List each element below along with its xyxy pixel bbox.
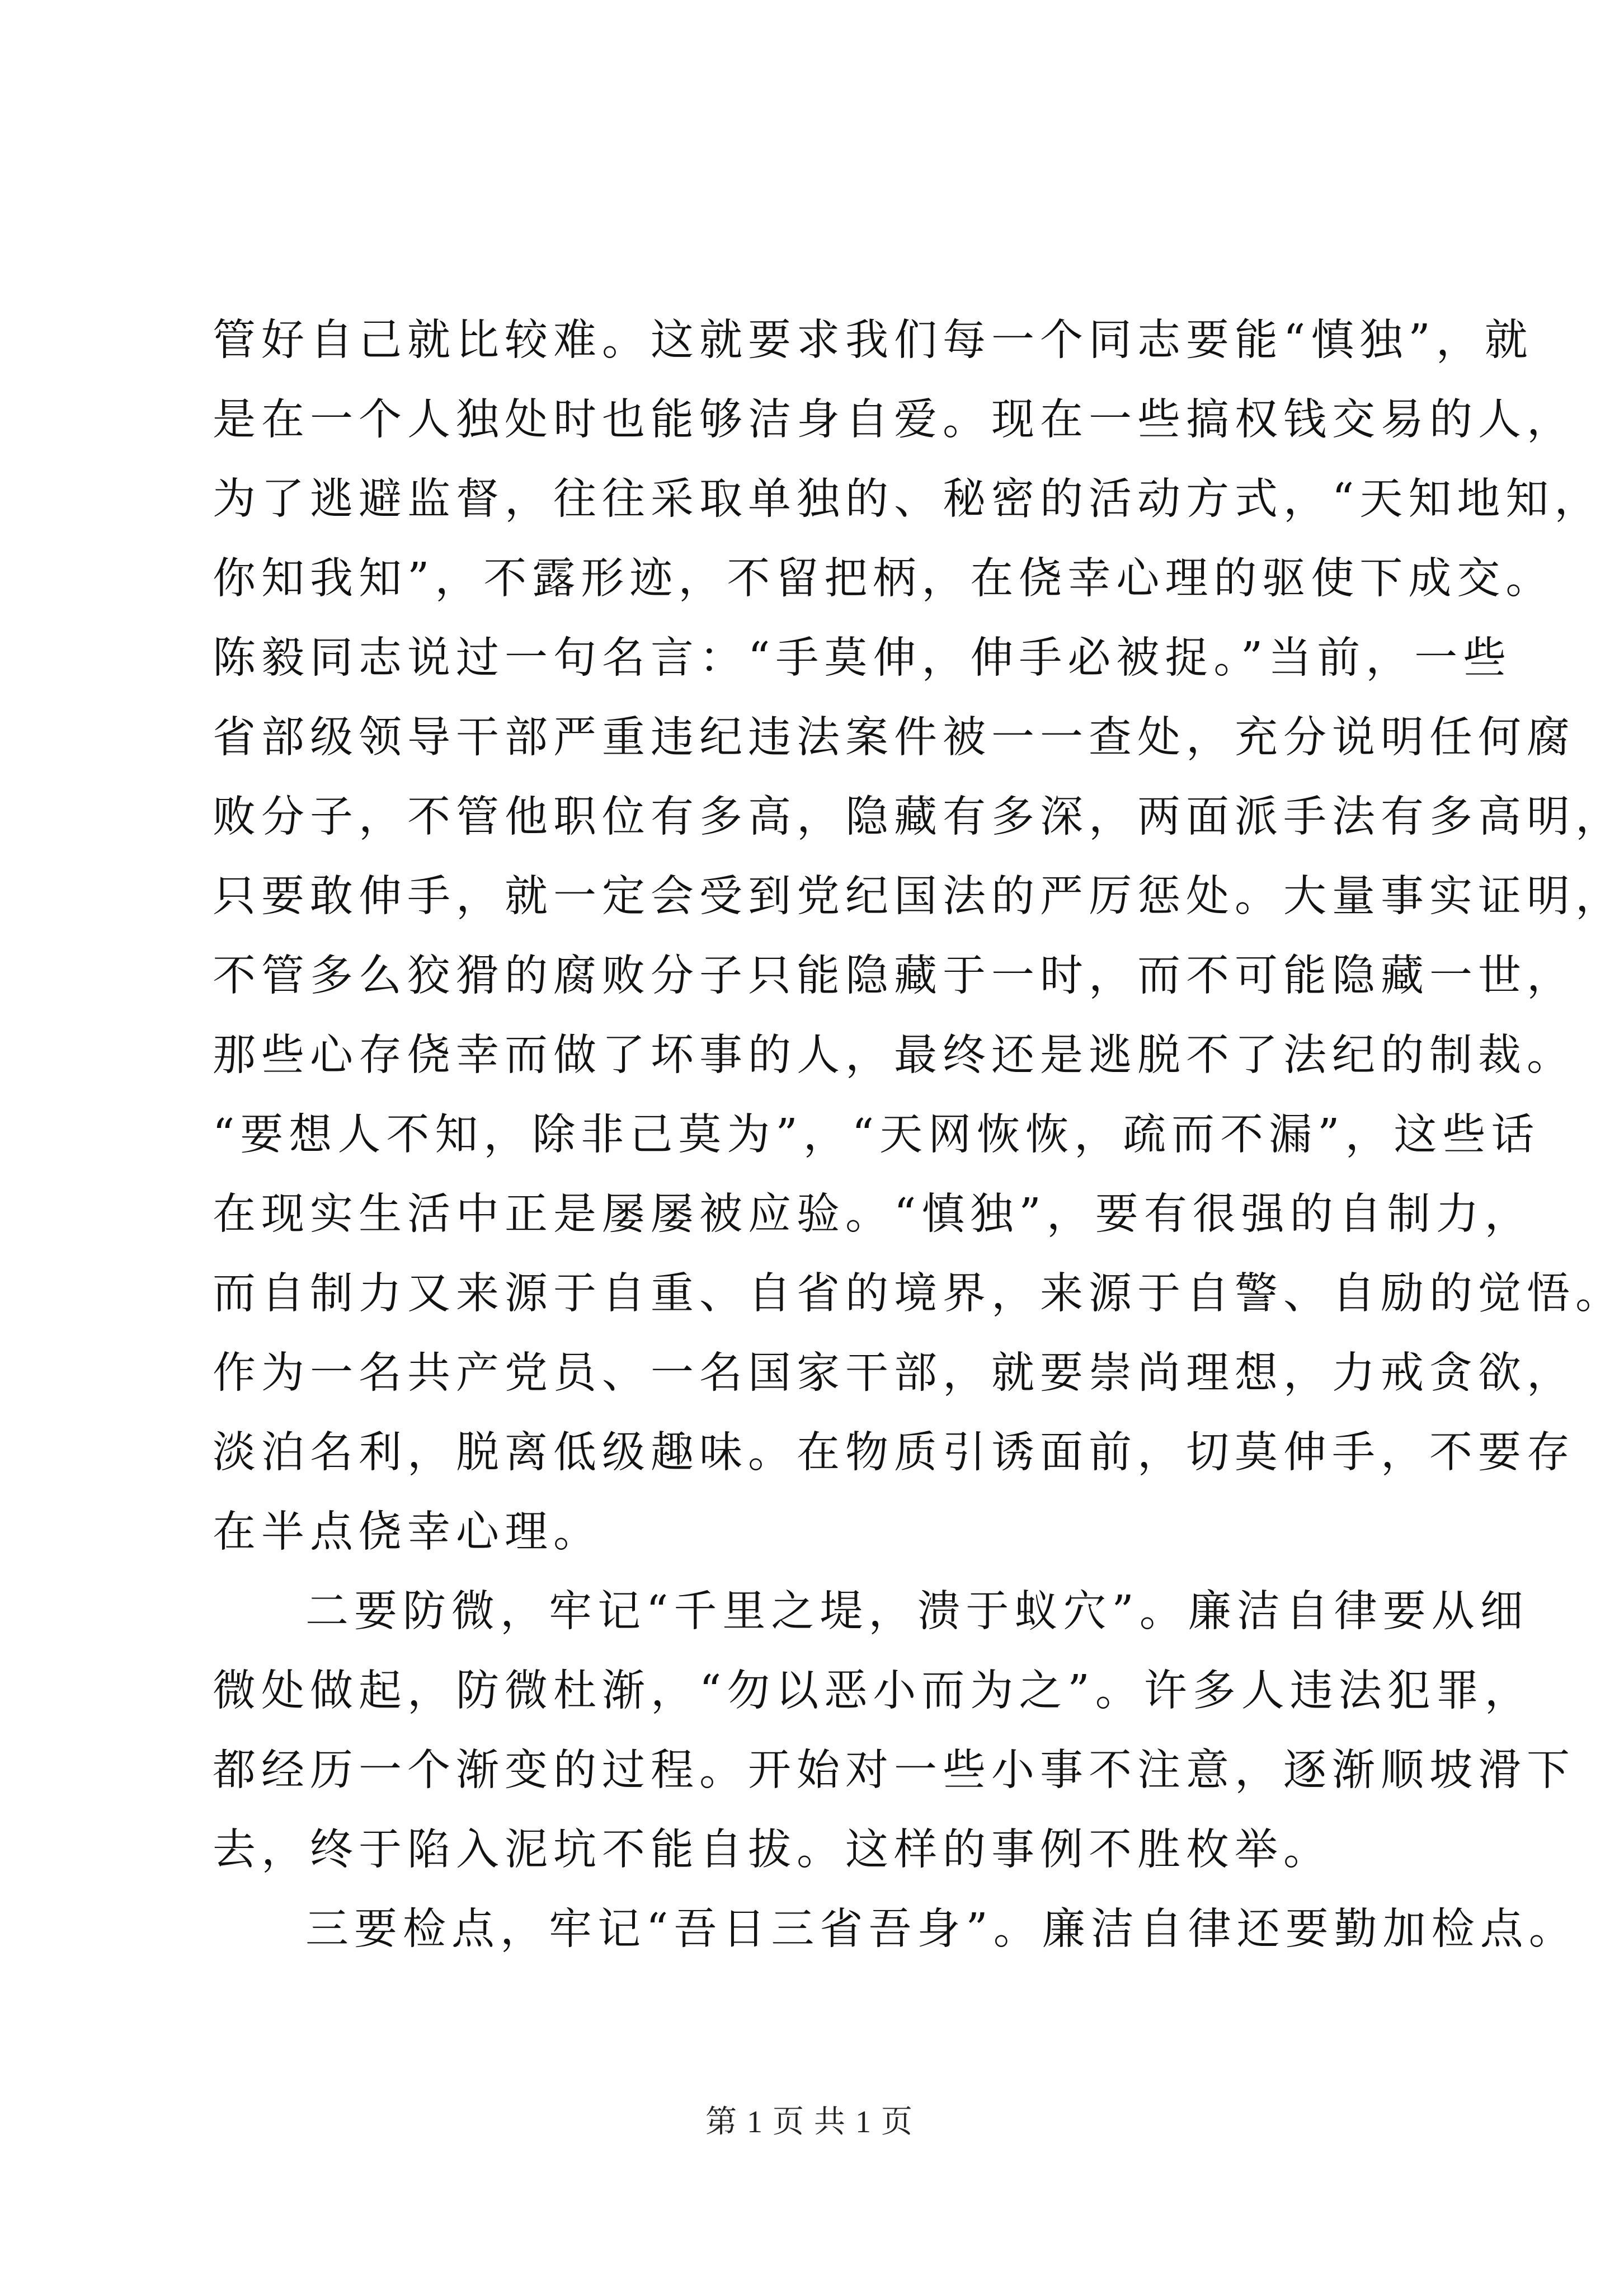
document-body [213, 301, 1624, 1969]
body-line: 陈毅同志说过一句名言：“手莫伸，伸手必被捉。”当前，一些 [213, 633, 1512, 683]
body-line: 不管多么狡猾的腐败分子只能隐藏于一时，而不可能隐藏一世， [213, 951, 1575, 1001]
body-line: 在半点侥幸心理。 [213, 1507, 602, 1557]
page-number-footer: 第 1 页 共 1 页 [705, 2105, 914, 2139]
body-line: 而自制力又来源于自重、自省的境界，来源于自警、自励的觉悟。 [213, 1269, 1624, 1319]
body-line: 你知我知”，不露形迹，不留把柄，在侥幸心理的驱使下成交。 [213, 554, 1555, 604]
body-line: “要想人不知，除非己莫为”，“天网恢恢，疏而不漏”，这些话 [213, 1110, 1540, 1160]
body-line: 败分子，不管他职位有多高，隐藏有多深，两面派手法有多高明， [213, 792, 1624, 842]
body-line: 作为一名共产党员、一名国家干部，就要崇尚理想，力戒贪欲， [213, 1348, 1575, 1398]
body-line: 省部级领导干部严重违纪违法案件被一一查处，充分说明任何腐 [213, 713, 1575, 763]
body-line: 管好自己就比较难。这就要求我们每一个同志要能“慎独”，就 [213, 316, 1533, 365]
paragraph-start-line: 二要防微，牢记“千里之堤，溃于蚁穴”。廉洁自律要从细 [305, 1587, 1529, 1637]
body-line: 都经历一个渐变的过程。开始对一些小事不注意，逐渐顺坡滑下 [213, 1746, 1575, 1795]
body-line: 为了逃避监督，往往采取单独的、秘密的活动方式，“天知地知， [213, 474, 1603, 524]
body-line: 去，终于陷入泥坑不能自拔。这样的事例不胜枚举。 [213, 1825, 1332, 1875]
body-line: 只要敢伸手，就一定会受到党纪国法的严厉惩处。大量事实证明， [213, 872, 1624, 921]
paragraph-start-line: 三要检点，牢记“吾日三省吾身”。廉洁自律还要勤加检点。 [305, 1905, 1578, 1954]
body-line: 微处做起，防微杜渐，“勿以恶小而为之”。许多人违法犯罪， [213, 1666, 1533, 1716]
body-line: 是在一个人独处时也能够洁身自爱。现在一些搞权钱交易的人， [213, 395, 1575, 445]
body-line: 那些心存侥幸而做了坏事的人，最终还是逃脱不了法纪的制裁。 [213, 1031, 1575, 1080]
body-line: 在现实生活中正是屡屡被应验。“慎独”，要有很强的自制力， [213, 1189, 1533, 1239]
body-line: 淡泊名利，脱离低级趣味。在物质引诱面前，切莫伸手，不要存 [213, 1428, 1575, 1478]
